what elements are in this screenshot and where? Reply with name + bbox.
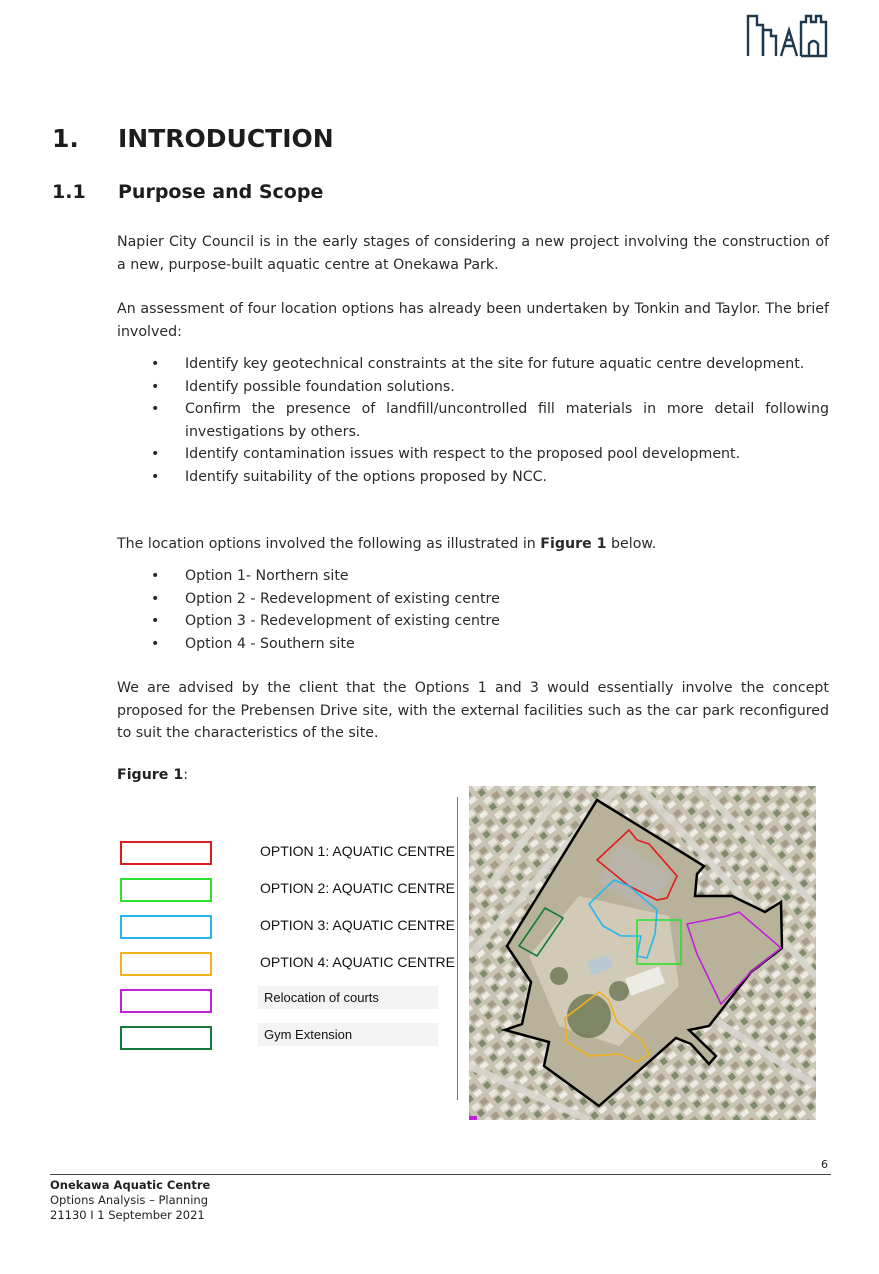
subsection-number: 1.1 [52, 181, 86, 203]
options-intro-suffix: below. [606, 536, 657, 552]
aerial-site-map [469, 786, 816, 1120]
subsection-title: Purpose and Scope [118, 181, 324, 203]
legend-label: OPTION 4: AQUATIC CENTRE [260, 954, 455, 970]
section-heading [52, 124, 334, 153]
options-intro-text: The location options involved the following as illustrated in [117, 536, 541, 552]
list-item: • Option 2 - Redevelopment of existing centre [117, 588, 829, 611]
legend-label: OPTION 1: AQUATIC CENTRE [260, 843, 455, 859]
page-number: 6 [821, 1158, 828, 1171]
list-item: • Identify suitability of the options proposed by NCC. [117, 466, 829, 489]
figure-label-suffix: : [183, 767, 189, 783]
options-list [117, 565, 829, 655]
legend-swatch [120, 915, 212, 939]
legend-label: OPTION 2: AQUATIC CENTRE [260, 880, 455, 896]
list-item: • Identify possible foundation solutions. [117, 376, 829, 399]
list-item: • Option 1- Northern site [117, 565, 829, 588]
footer-divider [50, 1174, 831, 1175]
legend-label: OPTION 3: AQUATIC CENTRE [260, 917, 455, 933]
legend-label: Relocation of courts [258, 986, 438, 1009]
section-title: INTRODUCTION [118, 124, 334, 153]
brief-list [117, 353, 829, 488]
assessment-paragraph: An assessment of four location options has already been undertaken by Tonkin and Taylor. The brief involved: [117, 301, 829, 340]
figure-label-bold: Figure 1 [117, 767, 184, 783]
subsection-heading [52, 181, 323, 203]
company-logo [745, 12, 829, 60]
footer-project: Onekawa Aquatic Centre [50, 1178, 211, 1192]
legend-swatch [120, 989, 212, 1013]
figure-label [117, 767, 188, 783]
legend-swatch [120, 952, 212, 976]
list-item: • Confirm the presence of landfill/uncontrolled fill materials in more detail following investigations by others. [117, 398, 829, 443]
figure-divider [457, 797, 458, 1100]
list-item: • Identify contamination issues with respect to the proposed pool development. [117, 443, 829, 466]
figure-reference: Figure 1 [540, 536, 607, 552]
client-advice-paragraph: We are advised by the client that the Options 1 and 3 would essentially involve the concept proposed for the Prebensen Drive site, with the external facilities such as the car park reconfigured to suit the characteristics of the site. [117, 680, 829, 741]
list-item: • Option 4 - Southern site [117, 633, 829, 656]
footer-document: Options Analysis – Planning [50, 1193, 209, 1207]
legend-swatch [120, 1026, 212, 1050]
intro-paragraph: Napier City Council is in the early stages of considering a new project involving the construction of a new, purpose-built aquatic centre at Onekawa Park. [117, 234, 829, 273]
list-item: • Identify key geotechnical constraints at the site for future aquatic centre development. [117, 353, 829, 376]
footer-reference: 21130 I 1 September 2021 [50, 1208, 205, 1222]
legend-swatch [120, 841, 212, 865]
list-item: • Option 3 - Redevelopment of existing centre [117, 610, 829, 633]
legend-label: Gym Extension [258, 1023, 438, 1046]
section-number: 1. [52, 124, 79, 153]
options-intro-paragraph [117, 533, 829, 556]
legend-swatch [120, 878, 212, 902]
